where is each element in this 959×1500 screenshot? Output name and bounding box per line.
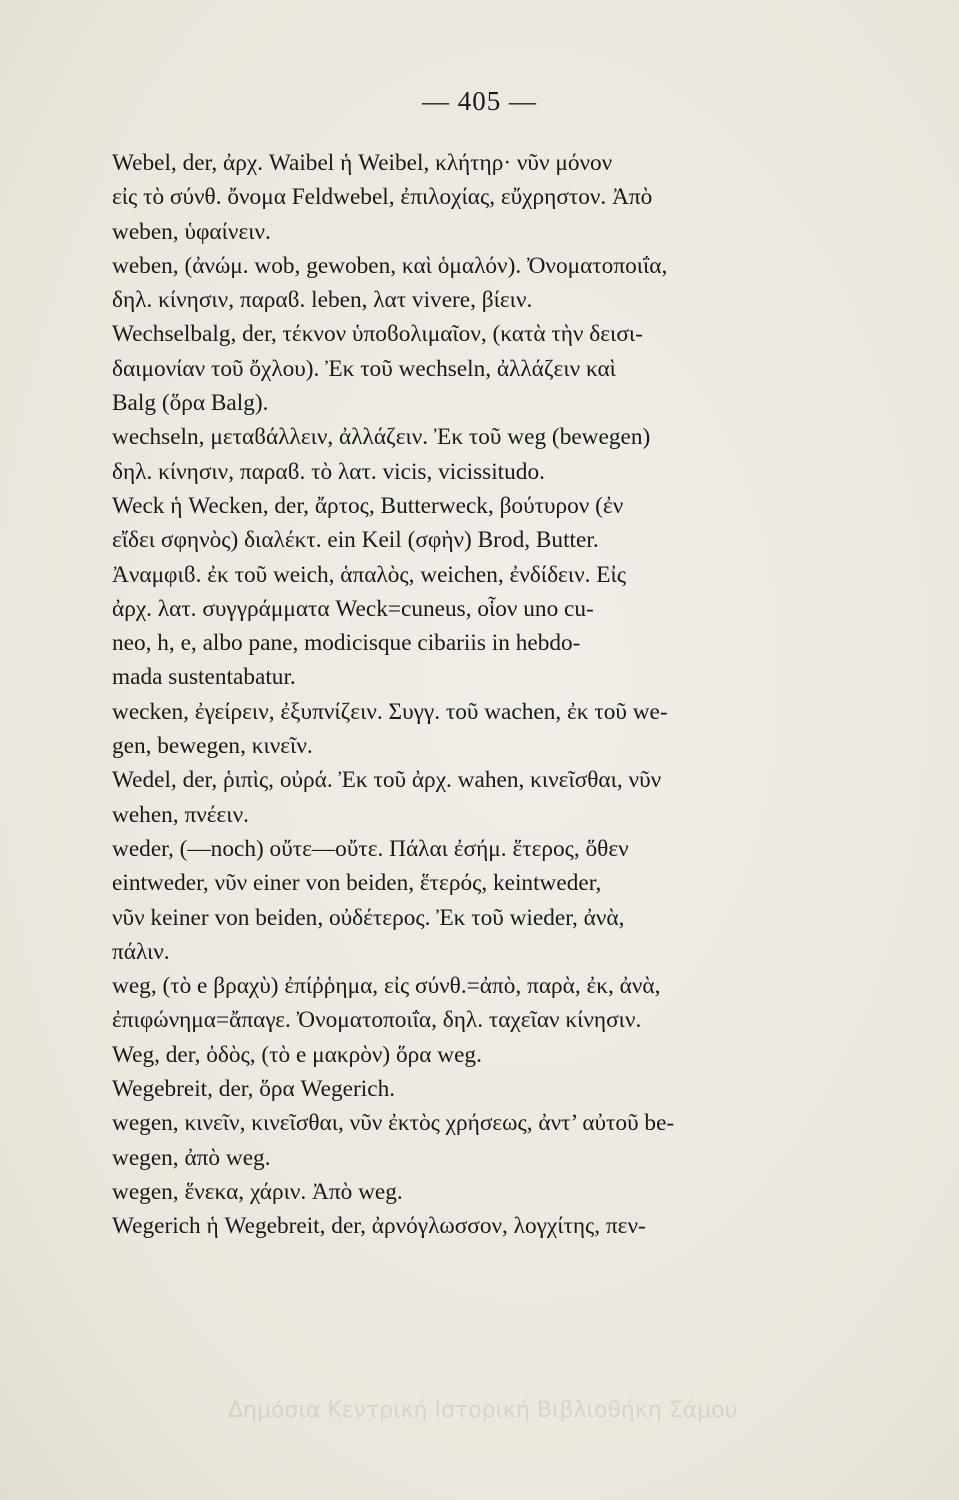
entry-line: Weg, der, ὁδὸς, (τὸ e μακρὸν) ὅρα weg. — [112, 1041, 482, 1068]
entry-line: Wegerich ἡ Wegebreit, der, ἀρνόγλωσσον, λογχίτης, πεν- — [112, 1213, 646, 1240]
entry-line: weben, (ἀνώμ. wob, gewoben, καὶ ὁμαλόν). Ὀνοματοποιΐα, — [112, 252, 668, 279]
library-watermark: Δημόσια Κεντρική Ιστορική Βιβλιοθήκη Σάμου — [228, 1398, 738, 1423]
entry-line: Wedel, der, ῥιπὶς, οὐρά. Ἐκ τοῦ ἀρχ. wahen, κινεῖσθαι, νῦν — [112, 767, 662, 794]
entry-line: Webel, der, ἀρχ. Waibel ἡ Weibel, κλήτηρ· νῦν μόνον — [112, 150, 613, 176]
dictionary-entries — [112, 146, 847, 1244]
entry-line: νῦν keiner von beiden, οὐδέτερος. Ἐκ τοῦ wieder, ἀνὰ, — [112, 904, 625, 931]
entry-line: wehen, πνέειν. — [112, 801, 249, 828]
entry-line: wegen, ἕνεκα, χάριν. Ἀπὸ weg. — [112, 1178, 403, 1205]
entry-line: δαιμονίαν τοῦ ὄχλου). Ἐκ τοῦ wechseln, ἀλλάζειν καὶ — [112, 355, 616, 382]
dictionary-entry-wegebreit — [112, 1072, 847, 1106]
entry-line: gen, bewegen, κινεῖν. — [112, 733, 313, 760]
entry-line: weg, (τὸ e βραχὺ) ἐπίῤῥημα, εἰς σύνθ.=ἀπὸ, παρὰ, ἐκ, ἀνὰ, — [112, 973, 661, 1000]
entry-line: δηλ. κίνησιν, παραϐ. τὸ λατ. vicis, vicissitudo. — [112, 458, 545, 485]
dictionary-entry-wegerich — [112, 1209, 847, 1243]
dictionary-entry-weg-adverb — [112, 969, 847, 1038]
page-number: — 405 — — [422, 86, 537, 116]
entry-line: wecken, ἐγείρειν, ἐξυπνίζειν. Συγγ. τοῦ wachen, ἐκ τοῦ we- — [112, 698, 668, 725]
dictionary-entry-wecken — [112, 695, 847, 764]
entry-line: wechseln, μεταϐάλλειν, ἀλλάζειν. Ἐκ τοῦ weg (bewegen) — [112, 424, 651, 451]
entry-line: Balg (ὅρα Balg). — [112, 390, 269, 417]
entry-line: weben, ὑφαίνειν. — [112, 218, 271, 245]
entry-line: wegen, ἀπὸ weg. — [112, 1144, 271, 1171]
dictionary-entry-weck — [112, 489, 847, 695]
entry-line: ἐπιφώνημα=ἄπαγε. Ὀνοματοποιΐα, δηλ. ταχεῖαν κίνησιν. — [112, 1007, 642, 1034]
entry-line: εἰς τὸ σύνθ. ὄνομα Feldwebel, ἐπιλοχίας, εὔχρηστον. Ἀπὸ — [112, 184, 653, 211]
entry-line: neo, h, e, albo pane, modicisque cibariis in hebdo- — [112, 630, 581, 657]
dictionary-entry-webel — [112, 146, 847, 249]
dictionary-entry-weder — [112, 832, 847, 969]
entry-line: mada sustentabatur. — [112, 664, 296, 691]
entry-line: πάλιν. — [112, 938, 170, 965]
dictionary-entry-wegen-verb — [112, 1106, 847, 1175]
dictionary-entry-wechseln — [112, 420, 847, 489]
dictionary-entry-wechselbalg — [112, 317, 847, 420]
entry-line: weder, (—noch) οὔτε—οὔτε. Πάλαι ἐσήμ. ἕτερος, ὅθεν — [112, 835, 629, 862]
entry-line: Wechselbalg, der, τέκνον ὑποϐολιμαῖον, (κατὰ τὴν δεισι- — [112, 321, 643, 348]
entry-line: Weck ἡ Wecken, der, ἄρτος, Butterweck, βούτυρον (ἐν — [112, 492, 624, 519]
entry-line: Wegebreit, der, ὅρα Wegerich. — [112, 1076, 396, 1103]
entry-line: δηλ. κίνησιν, παραϐ. leben, λατ vivere, βίειν. — [112, 287, 533, 314]
dictionary-entry-wegen-preposition — [112, 1175, 847, 1209]
dictionary-entry-weg-noun — [112, 1038, 847, 1072]
dictionary-entry-wedel — [112, 763, 847, 832]
entry-line: eintweder, νῦν einer von beiden, ἕτερός, keintweder, — [112, 870, 602, 897]
entry-line: εἴδει σφηνὸς) διαλέκτ. ein Keil (σφὴν) Brod, Butter. — [112, 527, 599, 554]
entry-line: Ἀναμφιϐ. ἐκ τοῦ weich, ἁπαλὸς, weichen, ἐνδίδειν. Εἰς — [112, 561, 627, 588]
entry-line: wegen, κινεῖν, κινεῖσθαι, νῦν ἐκτὸς χρήσεως, ἀντ’ αὐτοῦ be- — [112, 1110, 675, 1137]
entry-line: ἀρχ. λατ. συγγράμματα Weck=cuneus, οἷον uno cu- — [112, 595, 594, 622]
dictionary-entry-weben — [112, 249, 847, 318]
